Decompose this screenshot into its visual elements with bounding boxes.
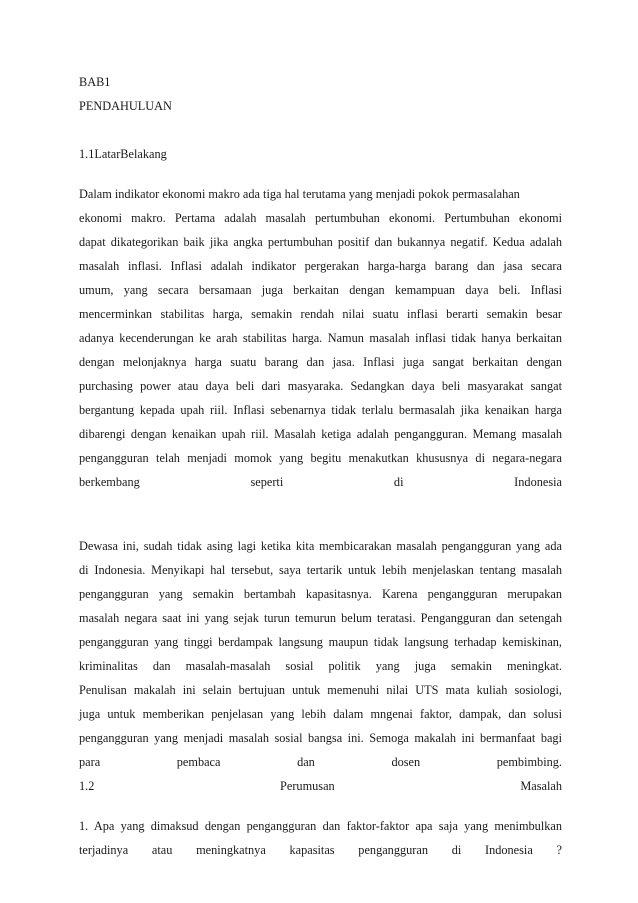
paragraph-line: pengangguran yang menjadi masalah sosial bangsa ini. Semoga makalah ini bermanfaat bagi bbox=[79, 731, 562, 745]
paragraph-line: berkembang seperti di Indonesia bbox=[79, 475, 562, 489]
question-line: 1. Apa yang dimaksud dengan pengangguran dan faktor-faktor apa saja yang menimbulkan bbox=[79, 819, 562, 833]
paragraph-line: dapat dikategorikan baik jika angka pertumbuhan positif dan bukannya negatif. Kedua adalah bbox=[79, 235, 562, 249]
paragraph-line: di Indonesia. Menyikapi hal tersebut, saya tertarik untuk lebih menjelaskan tentang masalah bbox=[79, 563, 562, 577]
paragraph-line: para pembaca dan dosen pembimbing. bbox=[79, 755, 562, 769]
paragraph-line: Dewasa ini, sudah tidak asing lagi ketika kita membicarakan masalah pengangguran yang ada bbox=[79, 539, 562, 553]
paragraph-line: mencerminkan stabilitas harga, semakin rendah nilai suatu inflasi berarti semakin besar bbox=[79, 307, 562, 321]
section-heading: 1.2 Perumusan Masalah bbox=[79, 779, 562, 793]
paragraph-line: umum, yang secara bersamaan juga berkaitan dengan kemampuan daya beli. Inflasi bbox=[79, 283, 562, 297]
paragraph-line: pengangguran yang semakin bertambah kapasitasnya. Karena pengangguran merupakan bbox=[79, 587, 562, 601]
paragraph-line: masalah negara saat ini yang sejak turun temurun belum teratasi. Pengangguran dan setengah bbox=[79, 611, 562, 625]
paragraph-line: pengangguran yang tinggi berdampak langsung maupun tidak langsung terhadap kemiskinan, bbox=[79, 635, 562, 649]
paragraph-line: Dalam indikator ekonomi makro ada tiga hal terutama yang menjadi pokok permasalahan bbox=[79, 187, 520, 201]
section-heading: 1.1LatarBelakang bbox=[79, 147, 167, 161]
paragraph-line: dibarengi dengan kenaikan upah riil. Masalah ketiga adalah pengangguran. Memang masalah bbox=[79, 427, 562, 441]
paragraph-line: ekonomi makro. Pertama adalah masalah pertumbuhan ekonomi. Pertumbuhan ekonomi bbox=[79, 211, 562, 225]
paragraph-line: purchasing power atau daya beli dari masyaraka. Sedangkan daya beli masyarakat sangat bbox=[79, 379, 562, 393]
paragraph-line: masalah inflasi. Inflasi adalah indikator pergerakan harga-harga barang dan jasa secara bbox=[79, 259, 562, 273]
paragraph-line: juga untuk memberikan penjelasan yang lebih dalam mngenai faktor, dampak, dan solusi bbox=[79, 707, 562, 721]
chapter-label: BAB1 bbox=[79, 75, 111, 89]
paragraph-line: pengangguran telah menjadi momok yang begitu menakutkan khususnya di negara-negara bbox=[79, 451, 562, 465]
paragraph-line: bergantung kepada upah riil. Inflasi sebenarnya tidak terlalu bermasalah jika kenaikan harga bbox=[79, 403, 562, 417]
paragraph-line: kriminalitas dan masalah-masalah sosial politik yang juga semakin meningkat. bbox=[79, 659, 562, 673]
chapter-title: PENDAHULUAN bbox=[79, 99, 172, 113]
paragraph-line: Penulisan makalah ini selain bertujuan untuk memenuhi nilai UTS mata kuliah sosiologi, bbox=[79, 683, 562, 697]
paragraph-line: dengan melonjaknya harga suatu barang dan jasa. Inflasi juga sangat berkaitan dengan bbox=[79, 355, 562, 369]
question-line: terjadinya atau meningkatnya kapasitas pengangguran di Indonesia ? bbox=[79, 843, 562, 857]
paragraph-line: adanya kecenderungan ke arah stabilitas harga. Namun masalah inflasi tidak hanya berkaitan bbox=[79, 331, 562, 345]
